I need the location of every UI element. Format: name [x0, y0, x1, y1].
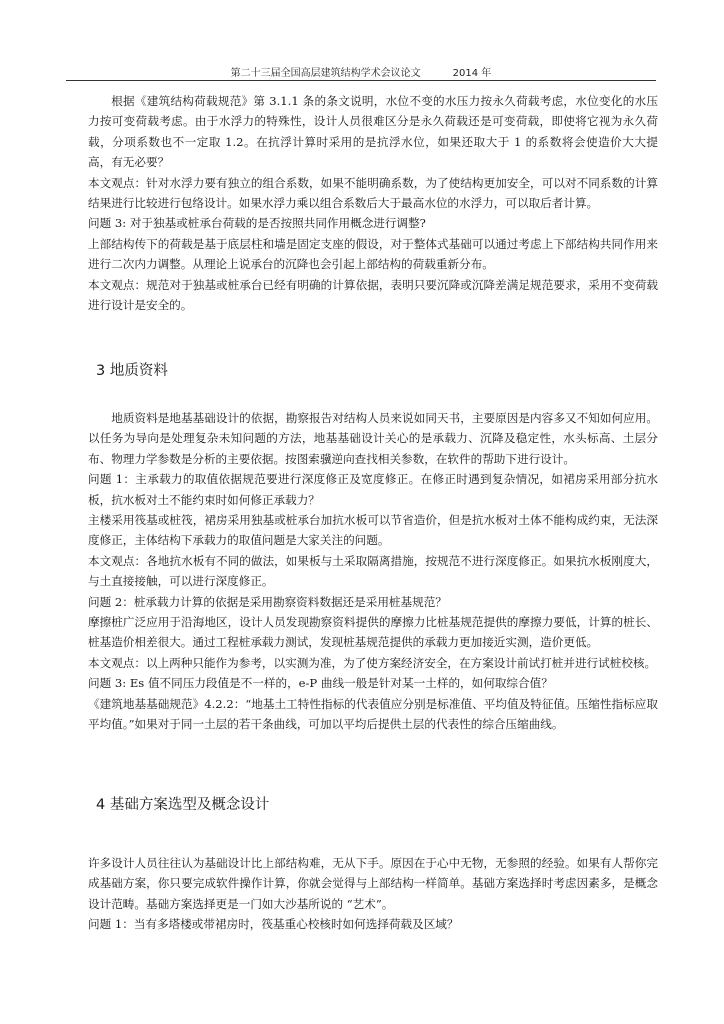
paragraph: 本文观点：针对水浮力要有独立的组合系数，如果不能明确系数，为了使结构更加安全，可以对不同系数的计算结果进行比较进行包络设计。如果水浮力乘以组合系数后大于最高水位的水浮力，可以取后者计算。 — [88, 175, 658, 211]
paragraph: 地质资料是地基基础设计的依据，勘察报告对结构人员来说如同天书，主要原因是内容多又不知如何应用。以任务为导向是处理复杂未知问题的方法，地基基础设计关心的是承载力、沉降及稳定性，水头标高、土层分布、物理力学参数是分析的主要依据。按图索骥逆向查找相关参数，在软件的帮助下进行设计。 — [88, 411, 658, 466]
question-paragraph: 问题 3: Es 值不同压力段值是不一样的，e-P 曲线一般是针对某一土样的，如何取综合值？ — [88, 676, 553, 691]
header-year: 2014 年 — [452, 68, 492, 79]
paragraph: 许多设计人员往往认为基础设计比上部结构难，无从下手。原因在于心中无物，无参照的经验。如果有人帮你完成基础方案，你只要完成软件操作计算，你就会觉得与上部结构一样简单。基础方案选择时考虑因素多，是概念设计范畴。基础方案选择更是一门如大沙基所说的 “艺术”。 — [88, 856, 658, 911]
paragraph: 本文观点：各地抗水板有不同的做法，如果板与土采取隔离措施，按规范不进行深度修正。如果抗水板刚度大，与土直接接触，可以进行深度修正。 — [88, 553, 658, 589]
question-paragraph: 问题 3: 对于独基或桩承台荷载的是否按照共同作用概念进行调整? — [88, 216, 426, 231]
running-header — [66, 64, 656, 81]
paragraph: 本文观点：以上两种只能作为参考，以实测为准，为了使方案经济安全，在方案设计前试打桩并进行试桩校核。 — [88, 655, 657, 670]
paragraph: 《建筑地基基础规范》4.2.2：“地基土工特性指标的代表值应分别是标准值、平均值及特征值。压缩性指标应取平均值。”如果对于同一土层的若干条曲线，可加以平均后提供土层的代表性的综合压缩曲线。 — [88, 696, 658, 732]
paragraph: 上部结构传下的荷载是基于底层柱和墙是固定支座的假设，对于整体式基础可以通过考虑上下部结构共同作用来进行二次内力调整。从理论上说承台的沉降也会引起上部结构的荷载重新分布。 — [88, 236, 658, 272]
section-4-heading: 4 基础方案选型及概念设计 — [96, 797, 270, 813]
paragraph: 本文观点：规范对于独基或桩承台已经有明确的计算依据，表明只要沉降或沉降差满足规范要求，采用不变荷载进行设计是安全的。 — [88, 277, 658, 313]
paragraph: 摩擦桩广泛应用于沿海地区，设计人员发现勘察资料提供的摩擦力比桩基规范提供的摩擦力要低，计算的桩长、桩基造价相差很大。通过工程桩承载力测试，发现桩基规范提供的承载力更加接近实测，造价更低。 — [88, 615, 658, 650]
text-block-a — [88, 91, 658, 315]
question-paragraph: 问题 1：当有多塔楼或带裙房时，筏基重心校核时如何选择荷载及区域？ — [88, 917, 459, 932]
paragraph: 主楼采用筏基或桩筏，裙房采用独基或桩承台加抗水板可以节省造价，但是抗水板对土体不能构成约束，无法深度修正，主体结构下承载力的取值问题是大家关注的问题。 — [88, 513, 658, 548]
header-title: 第二十三届全国高层建筑结构学术会议论文 — [230, 68, 421, 79]
section-3-heading: 3 地质资料 — [96, 363, 168, 379]
question-paragraph: 问题 1：主承载力的取值依据规范要进行深度修正及宽度修正。在修正时遇到复杂情况，如裙房采用部分抗水板，抗水板对土不能约束时如何修正承载力？ — [88, 472, 658, 507]
text-block-b — [88, 408, 658, 735]
question-paragraph: 问题 2：桩承载力计算的依据是采用勘察资料数据还是采用桩基规范？ — [88, 594, 447, 609]
paragraph: 根据《建筑结构荷载规范》第 3.1.1 条的条文说明，水位不变的水压力按永久荷载考虑，水位变化的水压力按可变荷载考虑。由于水浮力的特殊性，设计人员很难区分是永久荷载还是可变荷载，即使将它视为永久荷载，分项系数也不一定取 1.2。在抗浮计算时采用的是抗浮水位，如果还取大于 1 的系数将会使造价大大提高，有无必要？ — [88, 94, 658, 170]
text-block-c — [88, 853, 658, 935]
